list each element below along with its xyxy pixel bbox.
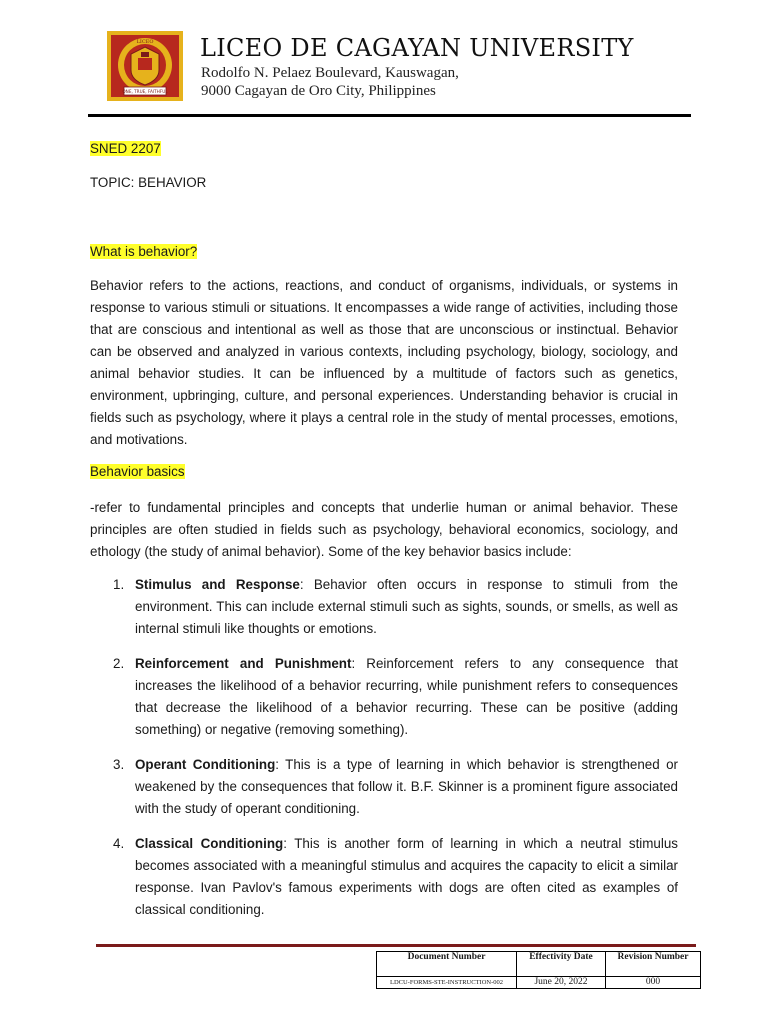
list-item-text: : This is another form of learning in which a neutral stimulus becomes associated with a meaningful stimulus and acquires the capacity to elicit a similar response. Ivan Pavlov's famous experiments with dogs are often cited as examples of classical conditioning. <box>135 836 678 917</box>
list-item-text: : This is a type of learning in which behavior is strengthened or weakened by the consequences that follow it. B.F. Skinner is a prominent figure associated with the study of operant conditioning. <box>135 757 678 816</box>
list-item-body <box>135 754 678 820</box>
address-line-1: Rodolfo N. Pelaez Boulevard, Kauswagan, <box>201 65 459 81</box>
letterhead <box>106 30 696 120</box>
effectivity-date-header: Effectivity Date <box>517 952 606 977</box>
section-heading-text: What is behavior? <box>90 244 198 259</box>
revision-number-header: Revision Number <box>606 952 701 977</box>
list-number: 3. <box>113 757 125 772</box>
section-heading-text: Behavior basics <box>90 464 185 479</box>
list-item <box>113 653 678 741</box>
university-name: LICEO DE CAGAYAN UNIVERSITY <box>200 34 634 62</box>
list-number: 1. <box>113 577 125 592</box>
seal-top-text: LICEO <box>136 39 154 45</box>
section-heading-behavior-basics <box>90 461 185 483</box>
university-seal-logo <box>106 30 184 102</box>
behavior-basics-list <box>113 574 678 934</box>
list-item-term: Classical Conditioning <box>135 836 284 851</box>
basics-paragraph: -refer to fundamental principles and concepts that underlie human or animal behavior. These principles are often studied in fields such as psychology, behavioral economics, sociology, and ethology (the study of animal behavior). Some of the key behavior basics include: <box>90 500 678 559</box>
course-code-text: SNED 2207 <box>90 141 161 156</box>
section-heading-what-is-behavior <box>90 241 197 263</box>
list-item-text: : Behavior often occurs in response to stimuli from the environment. This can include external stimuli such as sights, sounds, or smells, as well as internal stimuli like thoughts or emotions. <box>135 577 678 636</box>
document-control-table <box>376 951 701 989</box>
list-item-body <box>135 574 678 640</box>
topic-line: TOPIC: BEHAVIOR <box>90 175 207 190</box>
list-item <box>113 574 678 640</box>
doc-number-header: Document Number <box>377 952 517 977</box>
list-item <box>113 754 678 820</box>
definition-paragraph: Behavior refers to the actions, reactions, and conduct of organisms, individuals, or systems in response to various stimuli or situations. It encompasses a wide range of activities, including those that are conscious and intentional as well as those that are unconscious or instinctual. Behavior can be observed and analyzed in various contexts, including psychology, biology, sociology, and animal behavior studies. It can be influenced by a multitude of factors such as genetics, environment, upbringing, culture, and personal experiences. Understanding behavior is crucial in fields such as psychology, where it plays a central role in the study of mental processes, emotions, and motivations. <box>90 278 678 447</box>
course-code <box>90 138 161 160</box>
list-item-term: Operant Conditioning <box>135 757 276 772</box>
list-number: 4. <box>113 836 125 851</box>
address-line-2: 9000 Cagayan de Oro City, Philippines <box>201 83 436 99</box>
list-item-body <box>135 653 678 741</box>
revision-number-value: 000 <box>606 977 701 989</box>
seal-motto: ONE, TRUE, FAITHFUL <box>122 89 168 94</box>
list-number: 2. <box>113 656 125 671</box>
effectivity-date-value: June 20, 2022 <box>517 977 606 989</box>
list-item-term: Stimulus and Response <box>135 577 300 592</box>
doc-number-value: LDCU-FORMS-STE-INSTRUCTION-002 <box>377 977 517 989</box>
list-item <box>113 833 678 921</box>
header-divider <box>88 114 691 117</box>
list-item-body <box>135 833 678 921</box>
list-item-text: : Reinforcement refers to any consequence that increases the likelihood of a behavior recurring, while punishment refers to consequences that decrease the likelihood of a behavior recurring. These can be positive (adding something) or negative (removing something). <box>135 656 678 737</box>
list-item-term: Reinforcement and Punishment <box>135 656 352 671</box>
footer-divider <box>96 944 696 947</box>
